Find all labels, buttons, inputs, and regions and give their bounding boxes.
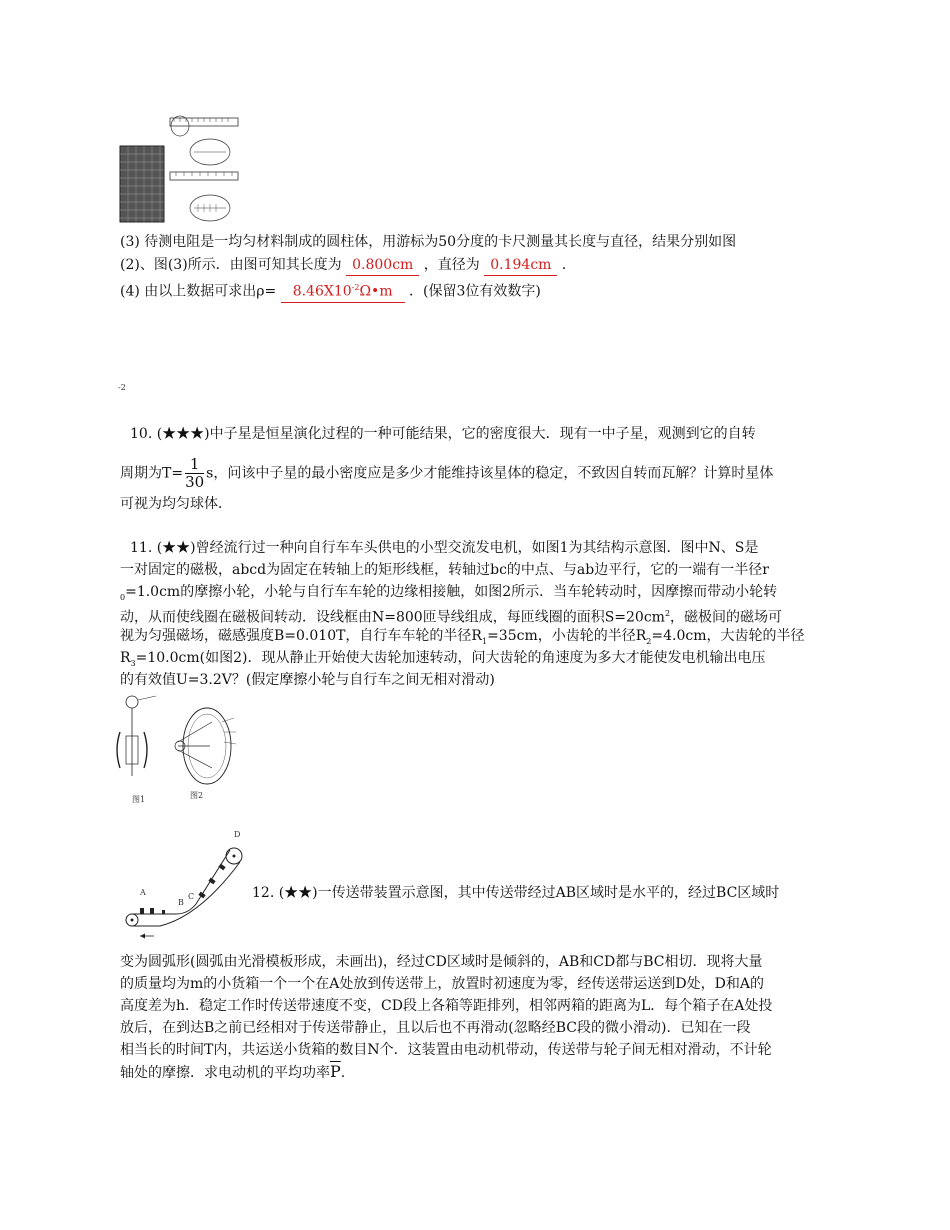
fig2-label: 图2	[190, 791, 204, 800]
stray-exponent: -2	[118, 383, 126, 392]
q12-line7: 轴处的摩擦．求电动机的平均功率$\overline{P}$.	[120, 1062, 346, 1081]
q11-line3: $_0$=1.0cm的摩擦小轮，小轮与自行车车轮的边缘相接触，如图2所示．当车轮转动时，因摩擦而带动小轮转	[120, 584, 778, 602]
q10-line3: 可视为均匀球体．	[120, 496, 232, 512]
rho-answer: $8.46X10^{-2}\Omega•m$	[281, 278, 405, 303]
q12-line2: 变为圆弧形(圆弧由光滑模板形成，未画出)，经过CD区域时是倾斜的，AB和CD都与BC相切．现将大量	[120, 954, 763, 970]
generator-figure	[112, 692, 242, 804]
q12-line5: 放后，在到达B之前已经相对于传送带静止，且以后也不再滑动(忽略经BC段的微小滑动)．已知在一段	[120, 1020, 751, 1036]
label-d: D	[234, 830, 241, 839]
q11-line6: $R_3=10.0cm$(如图2)．现从静止开始使大齿轮加速转动，问大齿轮的角速度为多大才能使发电机输出电压	[120, 650, 766, 668]
q12-line3: 的质量均为m的小货箱一个一个在A处放到传送带上，放置时初速度为零，经传送带运送到D处，D和A的	[120, 976, 764, 992]
fig1-label: 图1	[132, 795, 146, 804]
label-a: A	[140, 888, 146, 897]
q9-line3: (4) 由以上数据可求出$\rho= 8.46X10^{-2}\Omega•m$ ．(保留3位有效数字)	[120, 278, 541, 303]
q11-line7: 的有效值U=3.2V？(假定摩擦小轮与自行车之间无相对滑动)	[120, 672, 495, 688]
q11-line1: 11. (★★)曾经流行过一种向自行车车头供电的小型交流发电机，如图1为其结构示意图．图中N、S是	[130, 540, 759, 556]
conveyor-figure	[120, 826, 250, 942]
label-b: B	[178, 898, 184, 907]
q12-line6: 相当长的时间T内，共运送小货箱的数目N个．这装置由电动机带动，传送带与轮子间无相对滑动，不计轮	[120, 1042, 772, 1058]
q9-line1: (3) 待测电阻是一均匀材料制成的圆柱体，用游标为50分度的卡尺测量其长度与直径，结果分别如图	[120, 234, 737, 250]
q11-line2: 一对固定的磁极，abcd为固定在转轴上的矩形线框，转轴过bc的中点、与ab边平行，它的一端有一半径r	[120, 562, 769, 578]
q11-line5: 视为匀强磁场，磁感强度B=0.010T，自行车车轮的半径$R_1=35cm$，小齿轮的半径$R_2=4.0cm$，大齿轮的半径	[120, 628, 805, 646]
q11-line4: 动，从而使线圈在磁极间转动．设线框由N=800匝导线组成，每匝线圈的面积$S=20cm^2$，磁极间的磁场可	[120, 609, 783, 626]
length-answer: 0.800cm	[346, 255, 419, 276]
q12-line1: 12. (★★)一传送带装置示意图，其中传送带经过AB区域时是水平的，经过BC区域时	[252, 885, 780, 901]
q12-line4: 高度差为h．稳定工作时传送带速度不变，CD段上各箱等距排列，相邻两箱的距离为L．每个箱子在A处投	[120, 998, 773, 1014]
caliper-figure	[118, 112, 240, 230]
label-c: C	[188, 892, 195, 901]
period-fraction: $\frac{1}{30}$	[185, 455, 205, 491]
diameter-answer: 0.194cm	[484, 255, 557, 276]
q10-line1: 10. (★★★)中子星是恒星演化过程的一种可能结果，它的密度很大．现有一中子星，观测到它的自转	[130, 426, 756, 442]
average-power-symbol: $\overline{P}$	[330, 1062, 341, 1081]
q10-line2: 周期为T= $\frac{1}{30}$ s，问该中子星的最小密度应是多少才能维持该星体的稳定，不致因自转而瓦解？计算时星体	[120, 455, 774, 491]
q9-line2: (2)、图(3)所示．由图可知其长度为 0.800cm ，直径为 0.194cm ．	[120, 255, 576, 276]
